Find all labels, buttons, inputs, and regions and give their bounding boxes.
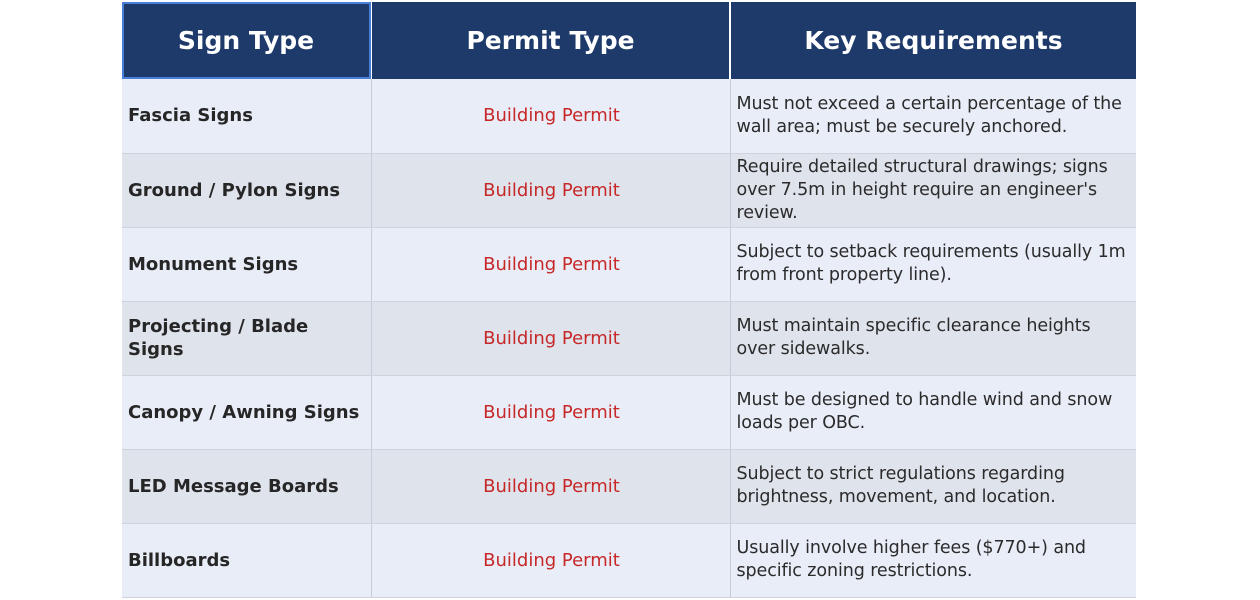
cell-sign-type[interactable]: Monument Signs (122, 227, 371, 301)
table-row (122, 375, 1136, 449)
cell-sign-type[interactable]: LED Message Boards (122, 449, 371, 523)
table-row (122, 153, 1136, 227)
cell-permit-type[interactable]: Building Permit (371, 79, 730, 153)
cell-requirements[interactable]: Subject to strict regulations regarding brightness, movement, and location. (730, 449, 1136, 523)
cell-permit-type[interactable]: Building Permit (371, 153, 730, 227)
cell-requirements[interactable]: Subject to setback requirements (usually 1m from front property line). (730, 227, 1136, 301)
cell-requirements[interactable]: Usually involve higher fees ($770+) and specific zoning restrictions. (730, 523, 1136, 597)
cell-permit-type[interactable]: Building Permit (371, 449, 730, 523)
cell-requirements[interactable]: Must be designed to handle wind and snow loads per OBC. (730, 375, 1136, 449)
sign-permit-table (122, 2, 1136, 598)
cell-permit-type[interactable]: Building Permit (371, 227, 730, 301)
header-key-requirements[interactable]: Key Requirements (730, 2, 1136, 79)
cell-sign-type[interactable]: Billboards (122, 523, 371, 597)
cell-permit-type[interactable]: Building Permit (371, 301, 730, 375)
cell-requirements[interactable]: Must maintain specific clearance heights over sidewalks. (730, 301, 1136, 375)
cell-requirements[interactable]: Require detailed structural drawings; signs over 7.5m in height require an engineer's review. (730, 153, 1136, 227)
table-row (122, 449, 1136, 523)
header-sign-type[interactable]: Sign Type (122, 2, 371, 79)
cell-sign-type[interactable]: Fascia Signs (122, 79, 371, 153)
table-header-row (122, 2, 1136, 79)
header-permit-type[interactable]: Permit Type (371, 2, 730, 79)
table-row (122, 523, 1136, 597)
table-row (122, 301, 1136, 375)
cell-requirements[interactable]: Must not exceed a certain percentage of the wall area; must be securely anchored. (730, 79, 1136, 153)
cell-sign-type[interactable]: Projecting / Blade Signs (122, 301, 371, 375)
cell-permit-type[interactable]: Building Permit (371, 523, 730, 597)
cell-permit-type[interactable]: Building Permit (371, 375, 730, 449)
cell-sign-type[interactable]: Canopy / Awning Signs (122, 375, 371, 449)
cell-sign-type[interactable]: Ground / Pylon Signs (122, 153, 371, 227)
table-row (122, 79, 1136, 153)
table-row (122, 227, 1136, 301)
